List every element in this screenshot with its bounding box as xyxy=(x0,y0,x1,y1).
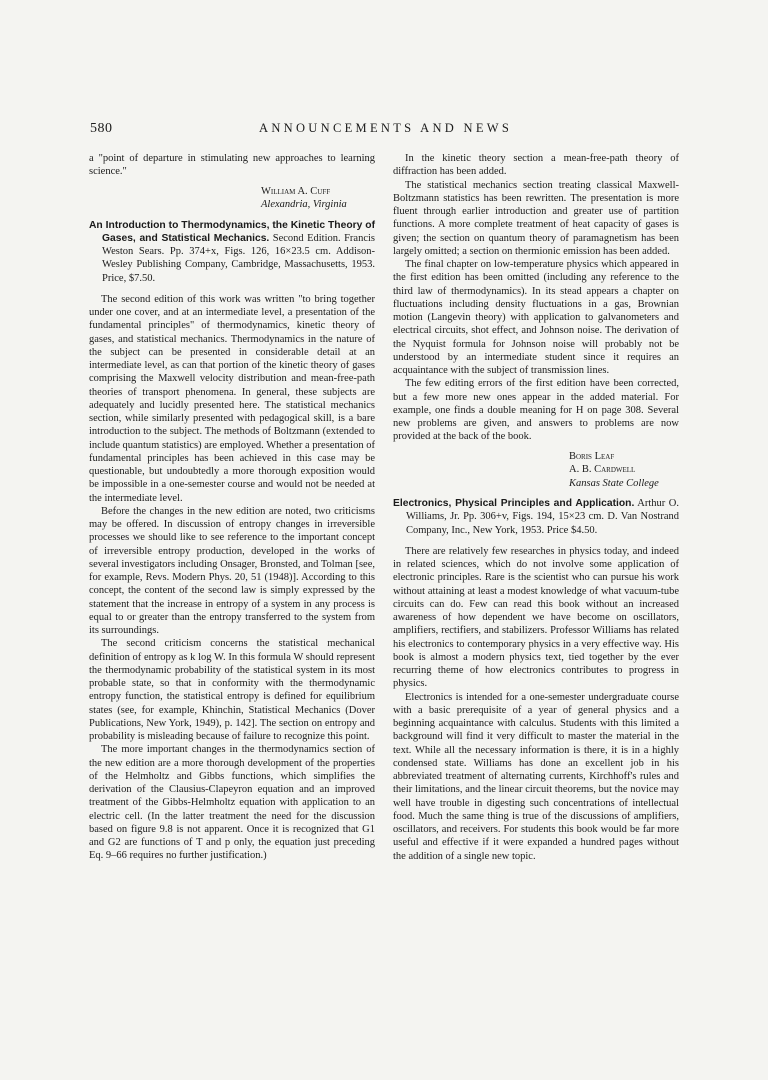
paragraph: The statistical mechanics section treating classical Maxwell-Boltzmann statistics has been rewritten. The presentation is more fluent through earlier introduction and greater use of partition functions. A more complete treatment of heat capacity of gases is given; the section on quantum theory of paramagnetism has been largely omitted; a section on thermionic emission has been added. xyxy=(393,179,679,257)
left-column xyxy=(89,152,375,863)
reviewer-name: William A. Cuff xyxy=(261,185,331,197)
paragraph: The final chapter on low-temperature physics which appeared in the first edition has been omitted (including any reference to the third law of thermodynamics). In its stead appears a chapter on fluctuations including density fluctuations in a gas, Brownian motion (Langevin theory) with application to galvanometers and electrical circuits, shot effect, and Johnson noise. The derivation of the Nyquist formula for Johnson noise will probably not be understood by an intermediate student since it requires an acquaintance with the subject of transmission lines. xyxy=(393,259,679,376)
paragraph: There are relatively few researches in physics today, and indeed in related sciences, which do not involve some application of electronic principles. Rare is the scientist who can pursue his work without attaining at least a modest knowledge of what vacuum-tube circuits can do. Few can read this book without an increased awareness of how dependent we have become on oscillators, amplifiers, rectifiers, and stabilizers. Professor Williams has related his electronics to contemporary physics in a very effective way. His book is almost a modern physics text, tied together by the ever recurring theme of how electronics contributes to progress in physics. xyxy=(393,545,679,690)
reviewer-name: A. B. Cardwell xyxy=(569,464,636,475)
paragraph: Before the changes in the new edition are noted, two criticisms may be offered. In discussion of entropy changes in irreversible processes we should like to see reference to the important concept of irreversible entropy production, developed in the works of several investigators including Onsager, Bronsted, and Tolman [see, for example, Revs. Modern Phys. 20, 51 (1948)]. According to this concept, the content of the second law is simply expressed by the statement that the increase in entropy of a system in any process is equal to or greater than the entropy transferred to the system from its surroundings. xyxy=(89,505,375,636)
book-title: Electronics, Physical Principles and Application. xyxy=(393,498,635,509)
paragraph: The second edition of this work was written "to bring together under one cover, and at an intermediate level, a presentation of the fundamental principles" of thermodynamics, kinetic theory of gases, and statistical mechanics. Thermodynamics in the nature of the subject can be presented in considerable detail at an intermediate level, as can that portion of the kinetic theory of gases comprising the Maxwell velocity distribution and mean-free-path theories of transport phenomena. In general, these subjects are adequately and lucidly presented here. The statistical mechanics section, while similarly presented with pedagogical skill, is a bare introduction to the subject. The methods of Boltzmann (extended to include quantum statistics) are employed. Whether a presentation of fundamental principles has been achieved in this case may be questionable, but undoubtedly a more thorough exposition would be impossible in a one-semester course and would not be needed at the intermediate level. xyxy=(89,293,375,504)
paragraph: The more important changes in the thermodynamics section of the new edition are a more thorough development of the properties of the Helmholtz and Gibbs functions, which simplifies the derivation of the Clausius-Clapeyron equation and an improved treatment of the Gibbs-Helmholtz equation with application to an electric cell. (In the latter treatment the need for the discussion based on figure 9.8 is not apparent. Once it is recognized that G1 and G2 are functions of T and p only, the equation just preceding Eq. 9–66 requires no further justification.) xyxy=(89,744,375,862)
paragraph: Electronics is intended for a one-semester undergraduate course with a basic prerequisite of a year of general physics and a beginning acquaintance with calculus. Students with this limited a background will find it very difficult to master the material in the text. While all the necessary information is there, it is in a highly condensed state. Williams has done an excellent job in his abbreviated treatment of alternating currents, Kirchhoff's rules and their limitations, and the linear circuit theorems, but the novice may well have trouble in digesting such concentrations of intellectual food. Much the same thing is true of the discussions of amplifiers, oscillators, and receivers. For students this book would be far more useful and effective if it were expanded a hundred pages without the addition of a single new topic. xyxy=(393,691,679,862)
book-title: An Introduction to Thermodynamics, the Kinetic Theory of Gases, and Statistical Mechanics. xyxy=(89,219,375,244)
paragraph: The few editing errors of the first edition have been corrected, but a few more new ones appear in the added material. For example, one finds a double meaning for H on page 308. Several new problems are given, and answers to problems are now provided at the back of the book. xyxy=(393,378,679,443)
running-head: ANNOUNCEMENTS AND NEWS xyxy=(259,121,513,135)
right-column xyxy=(393,152,679,863)
reviewer-place: Kansas State College xyxy=(569,477,659,489)
page-number: 580 xyxy=(90,121,113,136)
review-heading-electronics xyxy=(393,497,679,537)
signature-block-2 xyxy=(393,450,679,491)
book-details: Arthur O. Williams, Jr. Pp. 306+v, Figs. 194, 15×23 cm. D. Van Nostrand Company, Inc., New York, 1953. Price $4.50. xyxy=(406,498,680,536)
paragraph: In the kinetic theory section a mean-free-path theory of diffraction has been added. xyxy=(393,153,679,178)
reviewer-name: Boris Leaf xyxy=(569,450,615,462)
review-heading-thermodynamics xyxy=(89,219,375,285)
paragraph: The second criticism concerns the statistical mechanical definition of entropy as k log W. In this formula W should represent the thermodynamic probability of the statistical system in its most probable state, so that in conformity with the thermodynamic entropy function, the statistical entropy is defined for equilibrium states (see, for example, Khinchin, Statistical Mechanics (Dover Publications, New York, 1949), p. 142]. The section on entropy and probability is misleading because of failure to recognize this point. xyxy=(89,638,375,742)
intro-text: a "point of departure in stimulating new approaches to learning science." xyxy=(89,153,375,178)
signature-block-1 xyxy=(89,185,375,212)
book-details: Second Edition. Francis Weston Sears. Pp. 374+x, Figs. 126, 16×23.5 cm. Addison-Wesley Publishing Company, Cambridge, Massachusetts, 1953. Price, $7.50. xyxy=(102,232,376,284)
reviewer-place: Alexandria, Virginia xyxy=(261,199,347,210)
